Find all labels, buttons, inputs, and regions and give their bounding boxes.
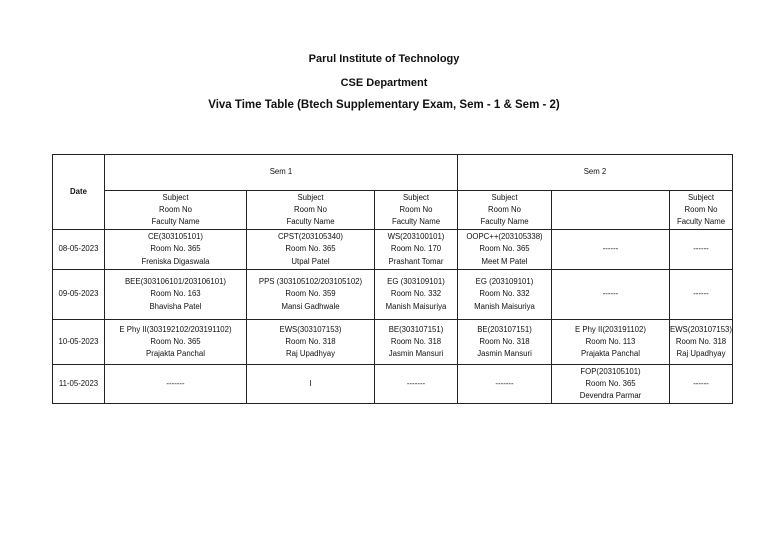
room-text: Room No. 365 bbox=[479, 244, 530, 254]
column-header-line: Faculty Name bbox=[391, 217, 441, 227]
faculty-text: Manish Maisuriya bbox=[474, 301, 535, 311]
column-header-line: Faculty Name bbox=[286, 217, 335, 227]
faculty-text: Utpal Patel bbox=[291, 256, 330, 266]
column-header bbox=[552, 191, 670, 230]
room-text: Room No. 318 bbox=[479, 336, 530, 346]
faculty-text: Freniska Digaswala bbox=[141, 256, 210, 266]
schedule-cell bbox=[105, 365, 247, 404]
schedule-cell bbox=[552, 230, 670, 270]
column-header-line: Subject bbox=[297, 192, 324, 202]
room-text: Room No. 359 bbox=[285, 289, 336, 299]
room-text: Room No. 332 bbox=[390, 289, 442, 299]
column-header-line: Subject bbox=[687, 192, 714, 202]
date-cell: 09-05-2023 bbox=[53, 270, 105, 320]
faculty-text: Devendra Parmar bbox=[579, 391, 642, 401]
column-header-line: Subject bbox=[402, 192, 429, 202]
department-name: CSE Department bbox=[340, 77, 428, 89]
table-row bbox=[53, 320, 733, 365]
sem1-header: Sem 1 bbox=[105, 155, 458, 191]
table-row bbox=[53, 365, 733, 404]
schedule-cell bbox=[375, 320, 458, 365]
column-header-line: Subject bbox=[162, 192, 189, 202]
subject-text: EWS(203107153) bbox=[670, 324, 732, 334]
subject-text: I bbox=[309, 378, 312, 388]
column-header-line: Faculty Name bbox=[480, 217, 529, 227]
column-header-line: Room No bbox=[399, 204, 433, 214]
subject-text: E Phy II(303192102/203191102) bbox=[119, 324, 232, 334]
room-text: Room No. 332 bbox=[479, 289, 530, 299]
room-text: Room No. 170 bbox=[390, 244, 442, 254]
date-cell: 10-05-2023 bbox=[53, 320, 105, 365]
schedule-cell bbox=[670, 230, 733, 270]
sem2-header: Sem 2 bbox=[458, 155, 733, 191]
schedule-cell bbox=[670, 270, 733, 320]
schedule-cell bbox=[105, 320, 247, 365]
subject-text: WS(203100101) bbox=[387, 232, 445, 242]
schedule-cell bbox=[247, 270, 375, 320]
table-row bbox=[53, 270, 733, 320]
schedule-cell bbox=[105, 270, 247, 320]
subject-text: ------- bbox=[495, 378, 514, 388]
subject-text: CPST(203105340) bbox=[277, 232, 343, 242]
column-header bbox=[375, 191, 458, 230]
column-header bbox=[247, 191, 375, 230]
subject-text: FOP(203105101) bbox=[580, 366, 641, 376]
faculty-text: Bhavisha Patel bbox=[149, 301, 202, 311]
schedule-cell bbox=[458, 270, 552, 320]
subject-text: ------- bbox=[406, 378, 426, 388]
schedule-cell bbox=[247, 320, 375, 365]
institute-name: Parul Institute of Technology bbox=[308, 53, 460, 65]
schedule-cell bbox=[105, 230, 247, 270]
faculty-text: Prajakta Panchal bbox=[581, 349, 640, 359]
subject-text: PPS (303105102/203105102) bbox=[258, 277, 363, 287]
schedule-cell bbox=[375, 230, 458, 270]
faculty-text: Prashant Tomar bbox=[388, 256, 444, 266]
schedule-cell bbox=[552, 270, 670, 320]
date-cell: 08-05-2023 bbox=[53, 230, 105, 270]
column-header bbox=[105, 191, 247, 230]
subject-text: E Phy II(203191102) bbox=[575, 324, 646, 334]
subject-text: ------- bbox=[166, 378, 185, 388]
subject-text: BE(303107151) bbox=[388, 324, 444, 334]
room-text: Room No. 163 bbox=[150, 289, 201, 299]
room-text: Room No. 365 bbox=[150, 336, 201, 346]
schedule-cell bbox=[247, 365, 375, 404]
schedule-cell bbox=[552, 320, 670, 365]
subject-text: CE(303105101) bbox=[147, 232, 204, 242]
column-header-line: Faculty Name bbox=[151, 217, 200, 227]
subject-text: BE(203107151) bbox=[477, 324, 532, 334]
schedule-cell bbox=[552, 365, 670, 404]
column-header-line: Subject bbox=[491, 192, 518, 202]
faculty-text: Raj Upadhyay bbox=[286, 349, 335, 359]
faculty-text: Manish Maisuriya bbox=[385, 301, 447, 311]
subject-text: ------ bbox=[602, 289, 619, 299]
faculty-text: Meet M Patel bbox=[481, 256, 528, 266]
schedule-cell bbox=[458, 230, 552, 270]
schedule-cell bbox=[375, 365, 458, 404]
schedule-cell bbox=[458, 320, 552, 365]
column-header-line: Room No bbox=[488, 204, 521, 214]
schedule-cell bbox=[247, 230, 375, 270]
schedule-cell bbox=[458, 365, 552, 404]
faculty-text: Prajakta Panchal bbox=[146, 349, 205, 359]
faculty-text: Jasmin Mansuri bbox=[388, 349, 444, 359]
room-text: Room No. 318 bbox=[390, 336, 442, 346]
subject-text: OOPC++(203105338) bbox=[466, 232, 543, 242]
subject-text: ------ bbox=[693, 244, 709, 254]
room-text: Room No. 113 bbox=[585, 336, 636, 346]
viva-timetable bbox=[52, 154, 733, 404]
column-header bbox=[458, 191, 552, 230]
room-text: Room No. 365 bbox=[585, 378, 636, 388]
faculty-text: Raj Upadhyay bbox=[676, 349, 726, 359]
date-cell: 11-05-2023 bbox=[53, 365, 105, 404]
room-text: Room No. 318 bbox=[675, 336, 727, 346]
subject-text: EG (203109101) bbox=[475, 277, 534, 287]
schedule-cell bbox=[670, 365, 733, 404]
subject-text: EG (303109101) bbox=[387, 277, 445, 287]
column-header-line: Faculty Name bbox=[676, 217, 726, 227]
column-header bbox=[670, 191, 733, 230]
schedule-cell bbox=[670, 320, 733, 365]
subject-text: ------ bbox=[693, 289, 709, 299]
subject-text: ------ bbox=[602, 244, 619, 254]
faculty-text: Jasmin Mansuri bbox=[477, 349, 532, 359]
subject-text: BEE(303106101/203106101) bbox=[124, 277, 226, 287]
room-text: Room No. 365 bbox=[150, 244, 201, 254]
document-title: Viva Time Table (Btech Supplementary Exam, Sem - 1 & Sem - 2) bbox=[208, 99, 560, 111]
subject-text: EWS(303107153) bbox=[279, 324, 342, 334]
date-header: Date bbox=[53, 155, 105, 230]
subject-text: ------ bbox=[693, 378, 709, 388]
table-row bbox=[53, 230, 733, 270]
column-header-line: Room No bbox=[684, 204, 718, 214]
column-header-line: Room No bbox=[159, 204, 192, 214]
column-header-line: Room No bbox=[294, 204, 327, 214]
room-text: Room No. 318 bbox=[285, 336, 336, 346]
schedule-cell bbox=[375, 270, 458, 320]
room-text: Room No. 365 bbox=[285, 244, 336, 254]
faculty-text: Mansi Gadhwale bbox=[281, 301, 340, 311]
